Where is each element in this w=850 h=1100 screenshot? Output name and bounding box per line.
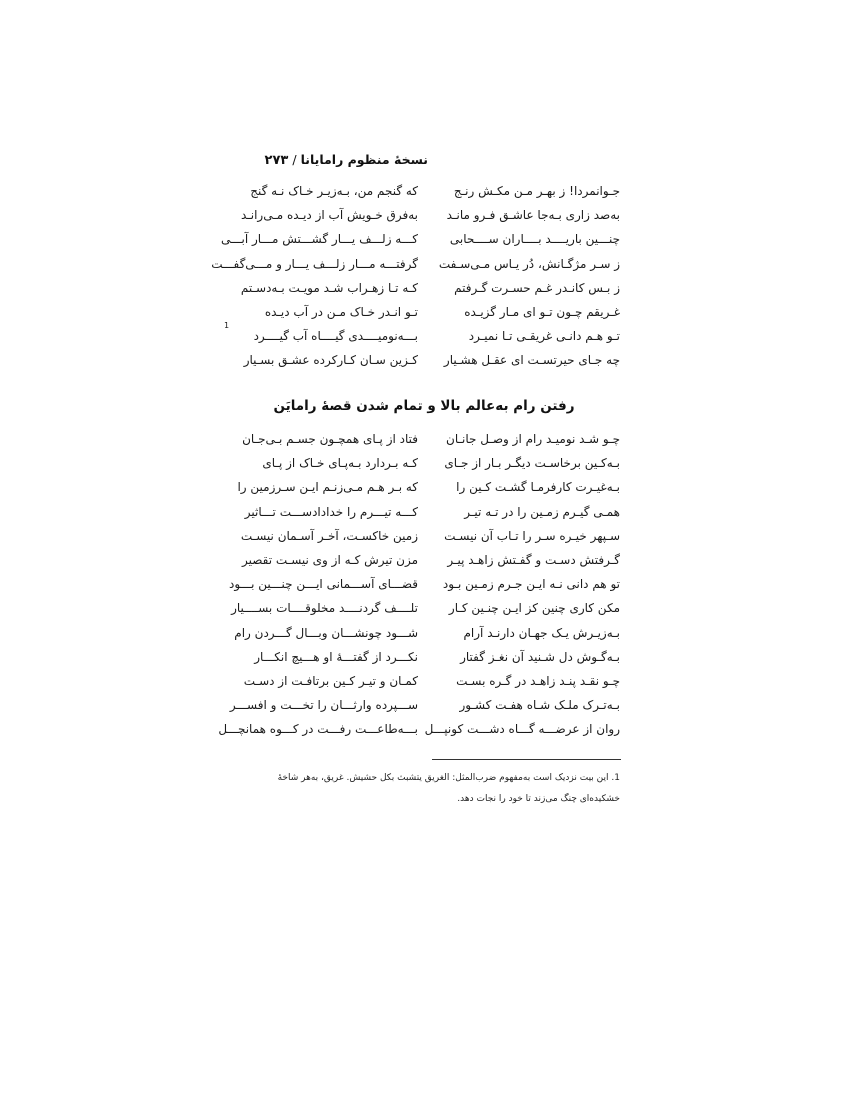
hemistich-second: کـــه زلـــف یـــار گشـــتش مـــار آبـــی — [220, 232, 418, 247]
couplet — [228, 527, 620, 551]
hemistich-second: قضـــای آســـمانی ایـــن چنـــین بـــود — [229, 577, 418, 592]
footnote-line-1 — [277, 768, 620, 789]
hemistich-first: تو هم دانی نـه ایـن جـرم زمـین بـود — [442, 577, 620, 592]
hemistich-first: جـوانمردا! ز بهـر مـن مکـش رنـج — [453, 184, 620, 198]
hemistich-first: بـه‌غیـرت کارفرمـا گشـت کـین را — [456, 480, 620, 495]
hemistich-second: تـو انـدر خـاک مـن در آب دیـده — [264, 304, 418, 319]
couplet — [228, 648, 620, 672]
poem-block-bottom — [218, 430, 620, 744]
hemistich-second: که گنجم من، بـه‌زیـر خـاک نـه گنج — [250, 184, 418, 198]
hemistich-first: همـی گیـرم زمـین را در تـه تیـر — [464, 504, 620, 519]
hemistich-first: ز بـس کانـدر غـم حسـرت گـرفتم — [454, 280, 620, 295]
couplet — [218, 720, 620, 744]
footnote-divider — [432, 759, 621, 760]
hemistich-first: گـرفتش دسـت و گفـتش زاهـد پیـر — [447, 552, 620, 567]
hemistich-first: تـو هـم دانـی غریقـی تـا نمیـرد — [468, 329, 620, 344]
hemistich-second: کـه تـا زهـراب شـد مویـت بـه‌دسـتم — [240, 280, 418, 295]
hemistich-second: فتاد از پـای همچـون جسـم بـی‌جـان — [242, 432, 418, 446]
page-number: ۲۷۳ — [264, 153, 289, 168]
couplet — [228, 430, 620, 454]
hemistich-second: کـه بـردارد بـه‌پـای خـاک از پـای — [262, 456, 418, 471]
hemistich-first: چـو نقـد پنـد زاهـد در گـره بسـت — [456, 673, 620, 688]
hemistich-first: روان از عرضـــه گـــاه دشـــت کونپـــل — [424, 722, 620, 737]
footnote-line-2: خشکیده‌ای چنگ می‌زند تا خود را نجات دهد. — [457, 794, 620, 804]
footnote — [277, 768, 620, 810]
hemistich-second: شـــود چونشـــان وبـــال گـــردن رام — [234, 625, 418, 640]
hemistich-first: چه جـای حیرتسـت ای عقـل هشـیار — [443, 353, 620, 368]
hemistich-first: بـه‌گـوش دل شـنید آن نغـز گفتار — [460, 649, 620, 664]
hemistich-second: بـــه‌طاعـــت رفـــت در کـــوه همانچـــل — [218, 722, 418, 737]
hemistich-second: زمین خاکسـت، آخـر آسـمان نیسـت — [240, 528, 418, 543]
hemistich-first: چنـــین باریــــد بــــاران ســــحابی — [449, 232, 620, 247]
hemistich-second: بـــه‌نومیــــدی گیــــاه آب گیــــرد — [253, 329, 418, 344]
hemistich-second: نکـــرد از گفتـــهٔ او هـــیچ انکـــار — [254, 649, 418, 664]
hemistich-first: بـه‌زیـرش یـک جهـان دارنـد آرام — [463, 625, 620, 640]
book-title: نسخهٔ منظوم رامایانا — [300, 152, 428, 167]
hemistich-second: کمـان و تیـر کـین برتافـت از دسـت — [243, 673, 418, 688]
footnote-number: 1. — [611, 773, 620, 783]
hemistich-second: که بـر هـم مـی‌زنـم ایـن سـرزمین را — [237, 480, 418, 495]
hemistich-first: ز سـر مژگـانش، دُر یـاس مـی‌سـفت — [438, 256, 620, 271]
hemistich-first: بـه‌کـین برخاسـت دیگـر بـار از جـای — [444, 456, 620, 471]
hemistich-first: سـپهر خیـره سـر را تـاب آن نیسـت — [444, 528, 620, 543]
hemistich-second: مزن تیرش کـه از وی نیسـت تقصیر — [242, 552, 418, 567]
hemistich-second: کـزین سـان کـارکرده عشـق بسـیار — [243, 353, 418, 368]
couplet — [228, 478, 620, 502]
running-header — [228, 152, 428, 168]
section-title: رفتن رام به‌عالم بالا و تمام شدن قصهٔ رامایَن — [273, 398, 575, 414]
couplet — [228, 454, 620, 478]
couplet — [228, 279, 620, 303]
couplet — [228, 551, 620, 575]
couplet — [224, 321, 620, 351]
couplet — [228, 351, 620, 375]
hemistich-first: غـریقم چـون تـو ای مـار گزیـده — [464, 304, 620, 319]
hemistich-first: چـو شـد نومیـد رام از وصـل جانـان — [446, 432, 620, 446]
couplet — [228, 672, 620, 696]
couplet — [228, 575, 620, 599]
footnote-text-1: این بیت نزدیک است به‌مفهوم ضرب‌المثل: الغریق یتشبث بکل حشیش. غریق، به‌هر شاخهٔ — [277, 773, 609, 783]
couplet — [228, 206, 620, 230]
poem-block-top — [211, 182, 620, 376]
hemistich-first: مکن کاری چنین کز ایـن چنـین کـار — [448, 601, 620, 616]
couplet — [228, 696, 620, 720]
hemistich-second: تلــــف گردنــــد مخلوقــــات بســــیار — [231, 601, 418, 616]
header-separator: / — [292, 152, 297, 167]
hemistich-second: گرفتـــه مـــار زلـــف یـــار و مـــی‌گفـــت — [211, 256, 418, 271]
couplet — [228, 303, 620, 327]
couplet — [220, 230, 620, 254]
hemistich-second: کـــه تیـــرم را خدادادســـت تـــاثیر — [244, 504, 418, 519]
hemistich-second: ســـپرده وارثـــان را تخـــت و افســـر — [229, 698, 418, 713]
couplet — [228, 599, 620, 623]
couplet — [228, 182, 620, 206]
couplet — [228, 503, 620, 527]
footnote-reference: 1 — [224, 321, 230, 331]
hemistich-second: به‌فرق خـویش آب از دیـده مـی‌رانـد — [240, 208, 418, 223]
couplet — [211, 255, 620, 279]
hemistich-first: به‌صد زاری بـه‌جا عاشـق فـرو مانـد — [446, 208, 620, 223]
hemistich-first: بـه‌تـرک ملـک شـاه هفـت کشـور — [459, 698, 620, 713]
couplet — [228, 624, 620, 648]
